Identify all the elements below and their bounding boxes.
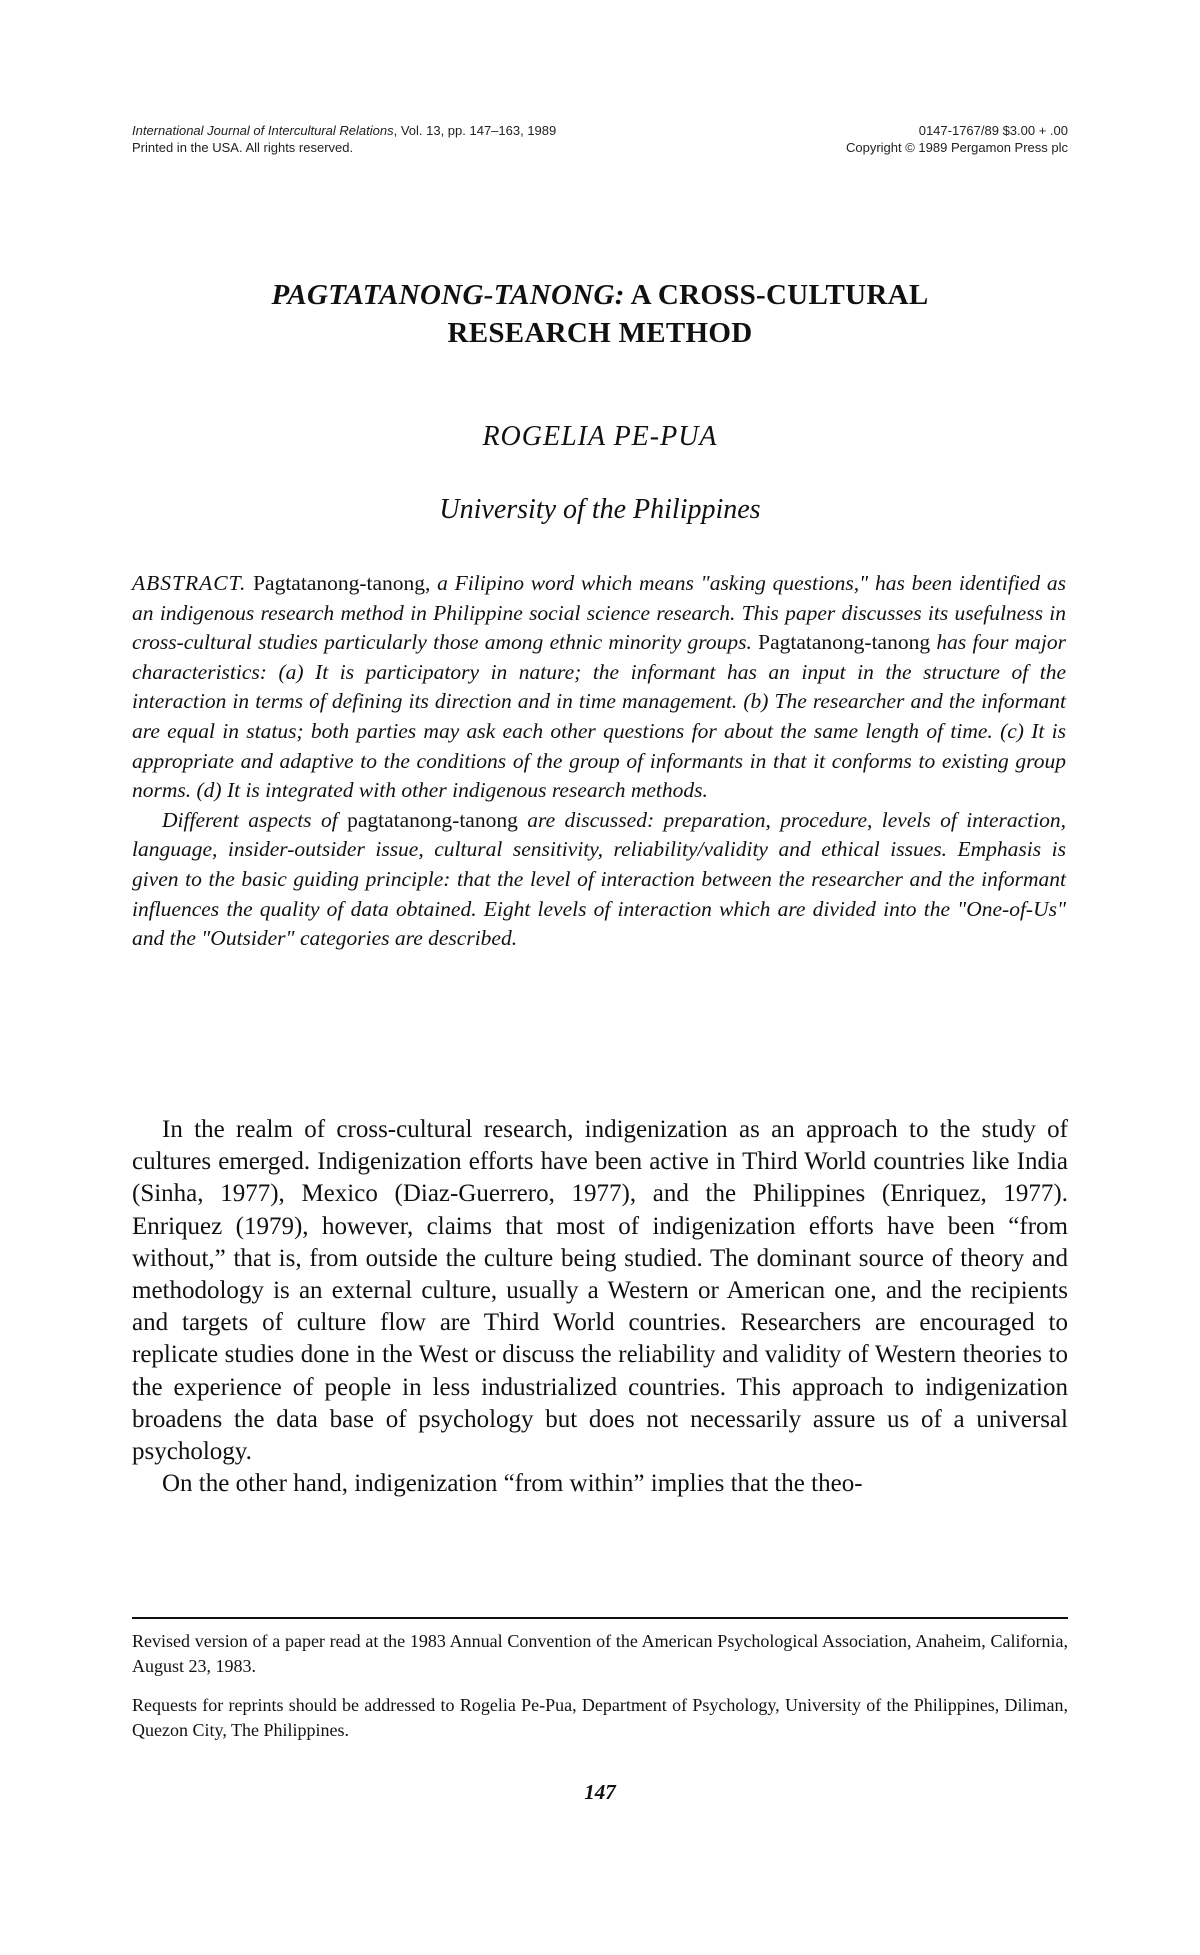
issn-price: 0147-1767/89 $3.00 + .00 <box>918 123 1068 138</box>
footnote-divider <box>132 1617 1068 1619</box>
journal-volume-pages: , Vol. 13, pp. 147–163, 1989 <box>393 123 557 138</box>
abstract-term-2: Pagtatanong-tanong <box>751 630 931 655</box>
body-paragraph-1: In the realm of cross-cultural research, indigenization as an approach to the study of cultures emerged. Indigenization efforts have been active in Third World countries like India (Sinha, 1977), Mexico (Diaz-Guerrero, 1977), and the Philippines (Enriquez, 1977). Enriquez (1979), however, claims that most of indigenization efforts have been “from without,” that is, from outside the culture being studied. The dominant source of theory and methodology is an external culture, usually a Western or American one, and the recipients and targets of culture flow are Third World countries. Researchers are encouraged to replicate studies done in the West or discuss the reliability and validity of Western theories to the experience of people in less industrialized countries. This approach to indigenization broadens the data base of psychology but does not necessarily assure us of a universal psychology. <box>132 1116 1068 1466</box>
author-name: ROGELIA PE-PUA <box>482 421 718 452</box>
title-line-1-rest: A CROSS-CULTURAL <box>624 279 929 311</box>
abstract-text-1a: a Filipino word which means "asking questions," has been identified as an indigenous research method in Philippine social science research. This paper discusses its usefulness in cross-cultural studies particularly those among ethnic minority groups. <box>132 571 1066 655</box>
copyright-notice: Copyright © 1989 Pergamon Press plc <box>845 140 1068 155</box>
abstract-text-2a: Different aspects of <box>162 807 348 832</box>
abstract-text-1b: has four major characteristics: (a) It is participatory in nature; the informant has an input in the structure of the interaction in terms of defining its direction and in time management. (b) The researcher and the informant are equal in status; both parties may ask each other questions for about the same length of time. (c) It is appropriate and adaptive to the conditions of the group of informants in that it conforms to existing group norms. (d) It is integrated with other indigenous research methods. <box>132 630 1067 803</box>
journal-header-left <box>132 122 752 156</box>
journal-citation-line <box>132 122 752 139</box>
printed-notice: Printed in the USA. All rights reserved. <box>132 140 354 155</box>
author-affiliation: University of the Philippines <box>439 494 761 525</box>
abstract-term-3: pagtatanong-tanong <box>347 807 518 832</box>
title-line-1 <box>132 276 1068 314</box>
article-title <box>132 276 1068 352</box>
abstract-text-2b: are discussed: preparation, procedure, levels of interaction, language, insider-outsider issue, cultural sensitivity, reliability/validity and ethical issues. Emphasis is given to the basic guiding principle: that the level of interaction between the researcher and the informant influences the quality of data obtained. Eight levels of interaction which are divided into the "One-of-Us" and the "Outsider" categories are described. <box>132 807 1067 951</box>
title-italic-term: PAGTATANONG-TANONG: <box>271 279 625 311</box>
abstract-paragraph-1 <box>132 569 1066 806</box>
journal-header-right <box>668 122 1068 156</box>
abstract <box>132 569 1066 954</box>
page-number: 147 <box>584 1780 616 1804</box>
footnote-revised-version: Revised version of a paper read at the 1983 Annual Convention of the American Psychological Association, Anaheim, California, August 23, 1983. <box>132 1631 1068 1676</box>
abstract-paragraph-2 <box>132 806 1066 954</box>
abstract-term: Pagtatanong-tanong, <box>246 571 431 595</box>
footnotes <box>132 1629 1068 1757</box>
footnote-reprint-requests: Requests for reprints should be addressed to Rogelia Pe-Pua, Department of Psychology, University of the Philippines, Diliman, Quezon City, The Philippines. <box>132 1695 1068 1740</box>
article-body <box>132 1114 1068 1500</box>
journal-name: International Journal of Intercultural Relations <box>132 123 394 138</box>
title-line-2: RESEARCH METHOD <box>447 317 753 349</box>
body-paragraph-2: On the other hand, indigenization “from within” implies that the theo- <box>162 1470 863 1498</box>
abstract-label: ABSTRACT. <box>132 571 247 595</box>
